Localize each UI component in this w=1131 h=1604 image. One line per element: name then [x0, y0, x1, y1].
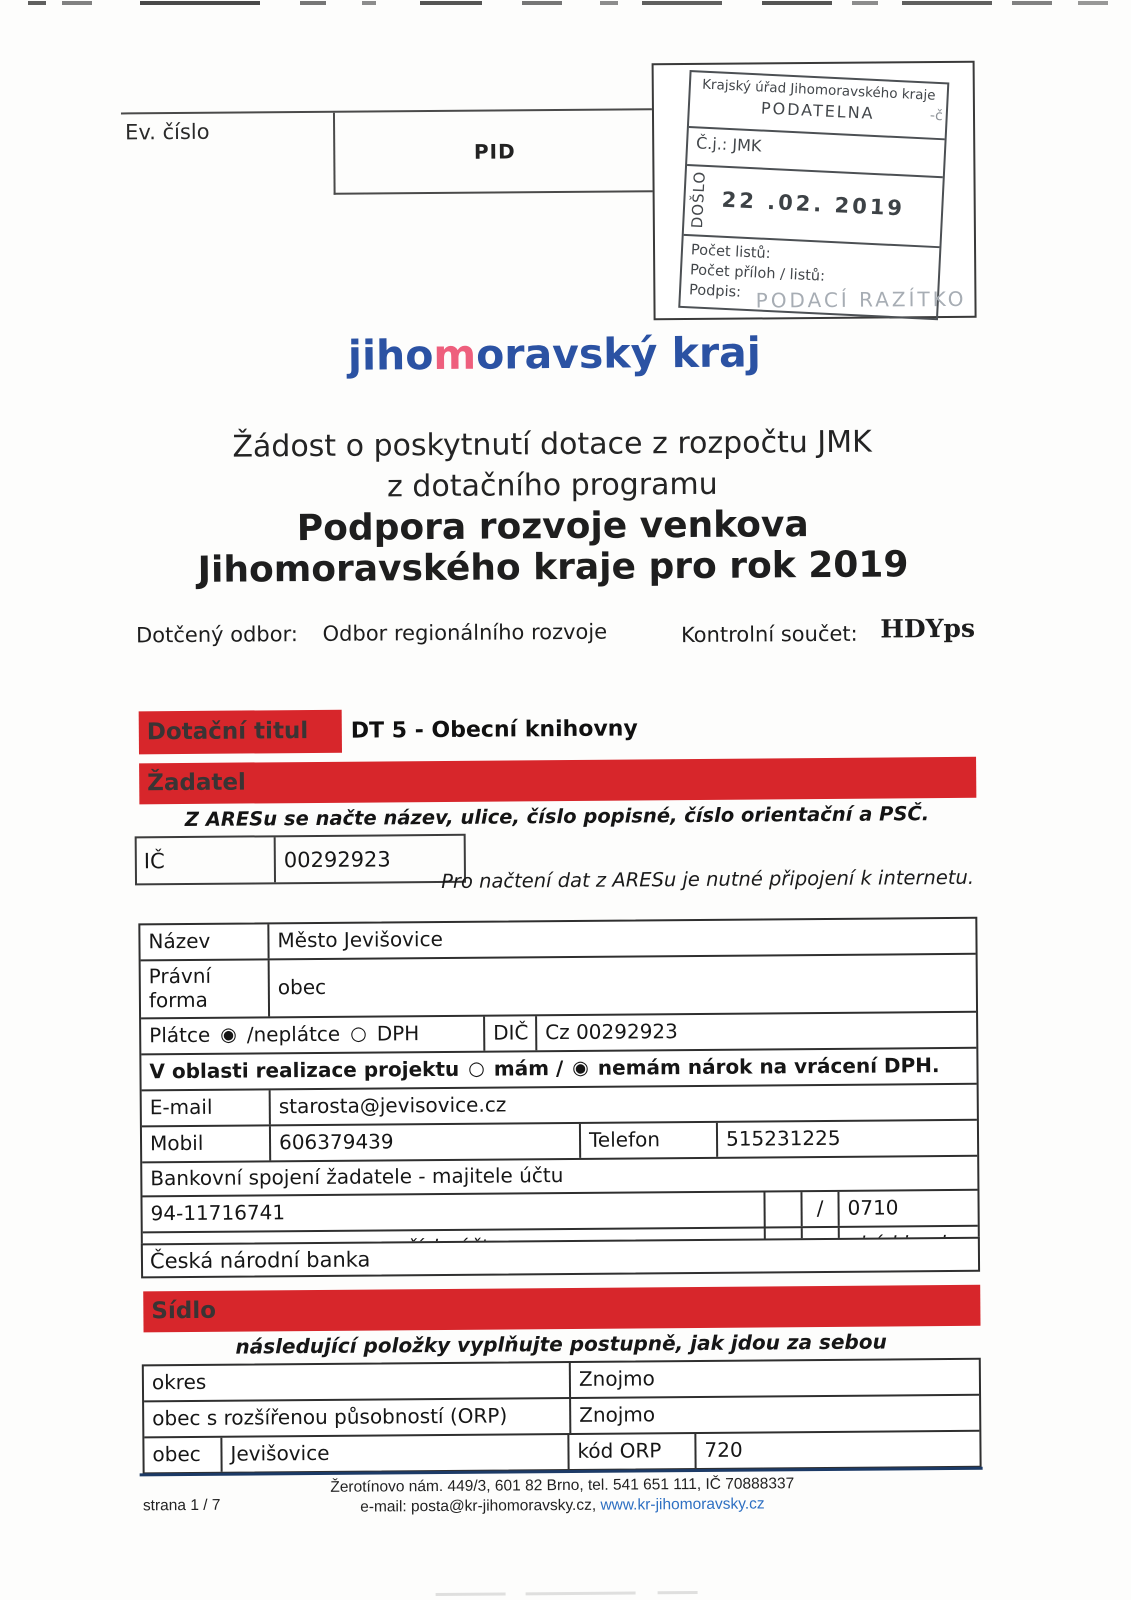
pravni-forma-label: Právní forma — [148, 963, 212, 1013]
stamp-office-name: Krajský úřad Jihomoravského kraje — [701, 76, 936, 104]
kod-orp-value: 720 — [694, 1432, 979, 1468]
footer-address: Žerotínovo nám. 449/3, 601 82 Brno, tel. 541 651 111, IČ 70888337 — [330, 1475, 795, 1496]
dph-label: DPH — [376, 1021, 420, 1046]
telefon-label: Telefon — [579, 1123, 716, 1158]
table-row-pravni-forma — [141, 953, 976, 1018]
platce-radio-selected: ◉ — [220, 1023, 237, 1046]
kontrolni-soucet-value: HDYps — [880, 613, 976, 644]
stamp-date-row — [684, 166, 943, 248]
orp-label: obec s rozšířenou působností (ORP) — [152, 1403, 508, 1431]
table-row-email — [142, 1083, 977, 1126]
footer-contact-block — [143, 1473, 982, 1520]
table-row-orp — [144, 1394, 979, 1437]
dotacni-titul-row — [139, 707, 638, 754]
dotceny-odbor-value: Odbor regionálního rozvoje — [322, 619, 608, 646]
table-row-bank-header — [142, 1155, 977, 1196]
footer-email: e-mail: posta@kr-jihomoravsky.cz, — [360, 1496, 601, 1516]
obec-label: obec — [152, 1441, 201, 1467]
ic-field-box — [135, 834, 466, 886]
sidlo-note: následující položky vyplňujte postupně, jak jdou za sebou — [235, 1329, 887, 1359]
table-row-account — [142, 1189, 977, 1232]
logo-part-blue-1: jiho — [347, 331, 434, 380]
account-number: 94-11716741 — [150, 1200, 286, 1226]
filing-stamp-box — [652, 61, 977, 321]
telefon-value: 515231225 — [716, 1121, 977, 1157]
platce-dph-cell — [141, 1017, 483, 1054]
stamp-podpis-label: Podpis: — [688, 282, 742, 301]
stamp-pocet-priloh-label: Počet příloh / listů: — [689, 262, 826, 285]
kontrolni-soucet-label: Kontrolní součet: — [680, 621, 858, 648]
dotacni-titul-value: DT 5 - Obecní knihovny — [350, 716, 638, 744]
kod-orp-label: kód ORP — [567, 1434, 694, 1469]
stamp-cj-number: Č.j.: JMK — [687, 128, 945, 178]
department-row — [135, 613, 976, 653]
okres-label: okres — [151, 1369, 207, 1395]
ares-note: Z ARESu se načte název, ulice, číslo popisné, číslo orientační a PSČ. — [184, 802, 930, 831]
bank-code-value: 0710 — [837, 1191, 977, 1226]
dotceny-odbor-label: Dotčený odbor: — [135, 622, 298, 648]
nazev-label: Název — [148, 928, 211, 954]
title-line-1: Žádost o poskytnutí dotace z rozpočtu JMK — [232, 424, 872, 465]
platce-label: Plátce — [149, 1022, 211, 1048]
mam-radio: ○ — [468, 1057, 485, 1080]
sidlo-section-banner: Sídlo — [143, 1285, 980, 1333]
dic-label: DIČ — [483, 1016, 535, 1050]
email-label: E-mail — [149, 1094, 213, 1120]
table-row-obec — [144, 1430, 979, 1473]
table-row-vat-claim — [141, 1047, 976, 1090]
neplatce-radio: ○ — [350, 1022, 367, 1045]
title-line-2: z dotačního programu — [386, 466, 718, 505]
stamp-corner-mark: -č — [929, 107, 944, 125]
nemam-radio-selected: ◉ — [572, 1056, 589, 1079]
bank-name-box — [141, 1237, 980, 1279]
bank-name-value: Česká národní banka — [149, 1247, 371, 1273]
nazev-value: Město Jevišovice — [267, 919, 975, 959]
nemam-label: nemám nárok na vrácení DPH. — [597, 1053, 940, 1080]
sidlo-table — [142, 1358, 982, 1475]
document-title — [0, 420, 1109, 593]
vat-claim-cell — [141, 1049, 976, 1090]
stamp-received-date: 22 .02. 2019 — [721, 187, 906, 221]
ic-label: IČ — [137, 837, 276, 883]
obec-value: Jevišovice — [220, 1435, 567, 1472]
okres-value: Znojmo — [569, 1360, 979, 1397]
stamp-pocet-listu-label: Počet listů: — [690, 242, 771, 263]
dotacni-titul-banner: Dotační titul — [139, 710, 342, 755]
title-line-3: Podpora rozvoje venkova — [296, 504, 809, 550]
internet-note: Pro načtení dat z ARESu je nutné připojení k internetu. — [441, 865, 975, 893]
stamp-doslo-label: DOŠLO — [688, 170, 709, 229]
zadatel-section-banner: Žadatel — [139, 757, 976, 805]
page-number: strana 1 / 7 — [142, 1496, 221, 1515]
mobil-label: Mobil — [149, 1130, 204, 1156]
orp-value: Znojmo — [569, 1396, 979, 1433]
filing-stamp — [678, 70, 949, 320]
table-row-okres — [144, 1360, 979, 1401]
logo-part-pink-m: m — [433, 330, 477, 380]
table-row-phones — [142, 1119, 977, 1162]
title-line-4: Jihomoravského kraje pro rok 2019 — [197, 544, 909, 591]
stamp-watermark: PODACÍ RAZÍTKO — [755, 286, 967, 313]
table-row-nazev — [140, 919, 975, 960]
vat-claim-text: V oblasti realizace projektu — [149, 1056, 460, 1084]
email-value: starosta@jevisovice.cz — [269, 1085, 977, 1125]
pid-label: PID — [473, 139, 516, 164]
ev-cislo-label: Ev. číslo — [125, 119, 210, 145]
applicant-table — [138, 917, 980, 1270]
ic-value: 00292923 — [283, 846, 391, 872]
pravni-forma-value: obec — [268, 955, 976, 1017]
pid-box — [333, 110, 655, 195]
bank-header: Bankovní spojení žadatele - majitele účtu — [150, 1163, 564, 1191]
account-slash: / — [800, 1192, 837, 1226]
stamp-podatelna: PODATELNA — [760, 98, 876, 123]
footer-website-link: www.kr-jihomoravsky.cz — [600, 1495, 765, 1514]
logo-part-blue-2: oravský kraj — [475, 328, 761, 379]
account-spacer-cell — [763, 1192, 800, 1226]
mam-label: mám / — [493, 1056, 564, 1081]
table-row-platce-dic — [141, 1011, 976, 1054]
jihomoravsky-kraj-logo — [0, 326, 1113, 383]
mobil-value: 606379439 — [269, 1124, 579, 1160]
dic-value: Cz 00292923 — [535, 1013, 976, 1050]
neplatce-label: /neplátce — [246, 1021, 341, 1047]
